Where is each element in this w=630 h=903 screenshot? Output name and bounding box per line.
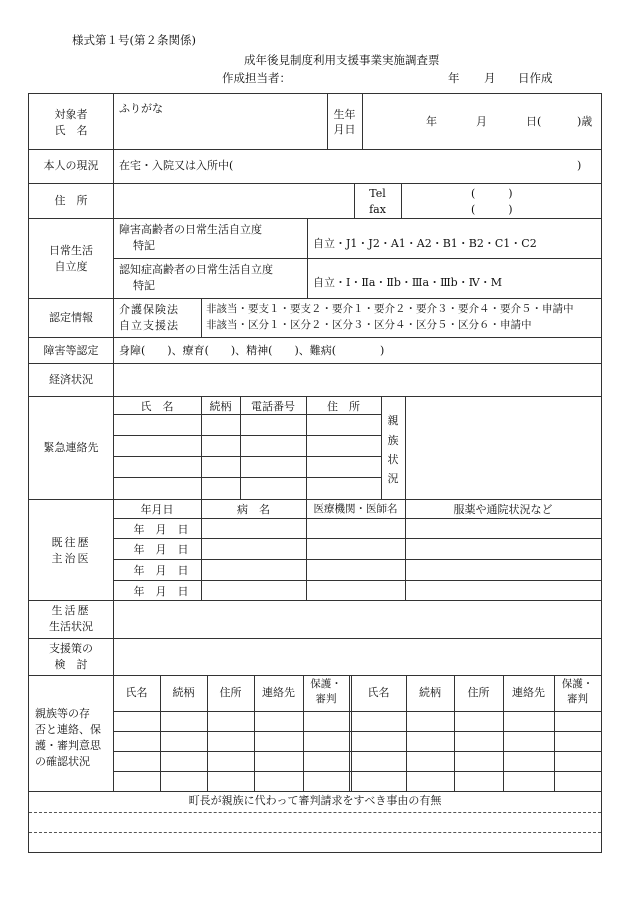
- relatives-col-judgment: 審判: [315, 693, 337, 705]
- relatives-col-name: 氏名: [367, 686, 390, 699]
- author-label: 作成担当者：: [222, 71, 291, 85]
- row-divider: [29, 600, 601, 601]
- address-label: 住 所: [54, 194, 88, 207]
- grid-line: [113, 414, 381, 415]
- tel-paren: ( ): [471, 187, 513, 200]
- relatives-col-protection: 保護・: [310, 678, 342, 690]
- daily-item1-values: 自立・J1・J2・A1・A2・B1・B2・C1・C2: [313, 237, 537, 250]
- status-close: ): [577, 159, 582, 172]
- grid-line: [113, 538, 601, 539]
- survey-form: [28, 93, 602, 853]
- grid-line: [113, 559, 601, 560]
- grid-line: [113, 435, 381, 436]
- row-divider: [29, 791, 601, 792]
- tel-label: Tel: [369, 187, 386, 200]
- status-label: 本人の現況: [43, 159, 99, 172]
- daily-item1-label: 障害高齢者の日常生活自立度: [119, 223, 262, 236]
- history-date-cell: 年 月 日: [133, 543, 189, 556]
- relatives-label: 否と連絡、保: [35, 723, 101, 736]
- birth-label: 生年: [333, 108, 356, 121]
- care-insurance-law: 介護保険法: [119, 303, 179, 316]
- support-label: 支援策の: [49, 642, 93, 655]
- form-number: 様式第１号(第２条関係): [72, 33, 196, 47]
- relatives-col-name: 氏名: [125, 686, 148, 699]
- subject-label: 対象者: [54, 108, 88, 121]
- row-divider: [29, 337, 601, 338]
- emergency-col-name: 氏 名: [140, 400, 174, 413]
- emergency-col-phone: 電話番号: [251, 400, 295, 413]
- history-col-institution: 医療機関・医師名: [313, 503, 398, 515]
- history-col-medication: 服薬や通院状況など: [453, 503, 553, 516]
- birth-month: 月: [476, 115, 487, 128]
- life-history-label: 生活歴: [51, 604, 91, 617]
- kin-status-char: 親: [387, 414, 399, 427]
- cell-divider: [362, 94, 363, 149]
- relatives-col-relation: 続柄: [419, 686, 441, 699]
- daily-label: 日常生活: [49, 244, 93, 257]
- row-divider: [29, 218, 601, 219]
- doctor-label: 主治医: [51, 552, 91, 565]
- subject-label-name: 氏 名: [54, 124, 88, 137]
- status-text: 在宅・入院又は入所中(: [119, 159, 234, 172]
- daily-label-2: 自立度: [54, 260, 88, 273]
- disability-text: 身障( )、療育( )、精神( )、難病( ): [119, 344, 385, 357]
- emergency-col-relation: 続柄: [209, 400, 232, 413]
- daily-item2-label: 認知症高齢者の日常生活自立度: [119, 263, 273, 276]
- cell-divider: [201, 298, 202, 337]
- relatives-label: の確認状況: [35, 755, 90, 768]
- kin-status-char: 族: [387, 434, 399, 447]
- row-divider: [29, 675, 601, 676]
- history-date-cell: 年 月 日: [133, 523, 189, 536]
- date-day-label: 日作成: [518, 71, 553, 85]
- relatives-col-contact: 連絡先: [512, 686, 545, 699]
- date-month-label: 月: [484, 71, 496, 85]
- relatives-label: 護・審判意思: [35, 739, 101, 752]
- relatives-col-protection: 保護・: [561, 678, 594, 690]
- furigana-label: ふりがな: [119, 102, 163, 115]
- birth-label-2: 月日: [333, 123, 356, 136]
- grid-line: [113, 771, 601, 772]
- dotted-line: [29, 812, 601, 813]
- daily-item1-note: 特記: [133, 239, 155, 252]
- grid-line: [349, 675, 350, 791]
- grid-line: [113, 580, 601, 581]
- birth-day: 日(: [526, 115, 542, 128]
- grid-line: [113, 731, 601, 732]
- history-date-cell: 年 月 日: [133, 585, 189, 598]
- grid-line: [113, 518, 601, 519]
- row-divider: [29, 149, 601, 150]
- relatives-label: 親族等の存: [35, 707, 90, 720]
- daily-item2-note: 特記: [133, 279, 155, 292]
- grid-line: [113, 751, 601, 752]
- dotted-line: [29, 832, 601, 833]
- cell-divider: [401, 183, 402, 218]
- emergency-label: 緊急連絡先: [43, 441, 99, 454]
- row-divider: [113, 258, 601, 259]
- fax-label: fax: [369, 203, 386, 216]
- history-col-disease: 病 名: [237, 503, 270, 516]
- row-divider: [29, 499, 601, 500]
- mayor-petition-text: 町長が親族に代わって審判請求をすべき事由の有無: [188, 794, 442, 807]
- kin-status-char: 状: [387, 453, 399, 466]
- row-divider: [29, 298, 601, 299]
- relatives-col-address: 住所: [219, 686, 242, 699]
- grid-line: [113, 456, 381, 457]
- independence-support-law: 自立支援法: [119, 319, 179, 332]
- kin-status-char: 況: [387, 472, 399, 485]
- grid-line: [113, 711, 601, 712]
- history-col-date: 年月日: [140, 503, 174, 516]
- row-divider: [29, 396, 601, 397]
- row-divider: [29, 183, 601, 184]
- age-label: )歳: [577, 115, 593, 128]
- row-divider: [29, 363, 601, 364]
- life-status-label: 生活状況: [49, 620, 93, 633]
- form-title: 成年後見制度利用支援事業実施調査票: [244, 53, 440, 67]
- grid-line: [113, 477, 381, 478]
- date-year-label: 年: [448, 71, 460, 85]
- economy-label: 経済状況: [49, 373, 93, 386]
- support-levels: 非該当・区分１・区分２・区分３・区分４・区分５・区分６・申請中: [206, 319, 532, 331]
- certification-label: 認定情報: [49, 311, 93, 324]
- relatives-col-contact: 連絡先: [262, 686, 295, 699]
- grid-line: [405, 396, 406, 499]
- relatives-col-judgment: 審判: [567, 693, 588, 705]
- relatives-col-relation: 続柄: [172, 686, 195, 699]
- emergency-col-address: 住 所: [327, 400, 360, 413]
- row-divider: [29, 638, 601, 639]
- care-levels: 非該当・要支１・要支２・要介１・要介２・要介３・要介４・要介５・申請中: [206, 303, 574, 315]
- disability-label: 障害等認定: [43, 344, 99, 357]
- birth-year: 年: [426, 115, 437, 128]
- history-label: 既往歴: [51, 536, 91, 549]
- fax-paren: ( ): [471, 203, 513, 216]
- cell-divider: [327, 94, 328, 149]
- cell-divider: [307, 218, 308, 298]
- daily-item2-values: 自立・Ⅰ・Ⅱa・Ⅱb・Ⅲa・Ⅲb・Ⅳ・M: [313, 276, 502, 289]
- history-date-cell: 年 月 日: [133, 564, 189, 577]
- support-label-2: 検 討: [54, 658, 88, 671]
- relatives-col-address: 住所: [467, 686, 490, 699]
